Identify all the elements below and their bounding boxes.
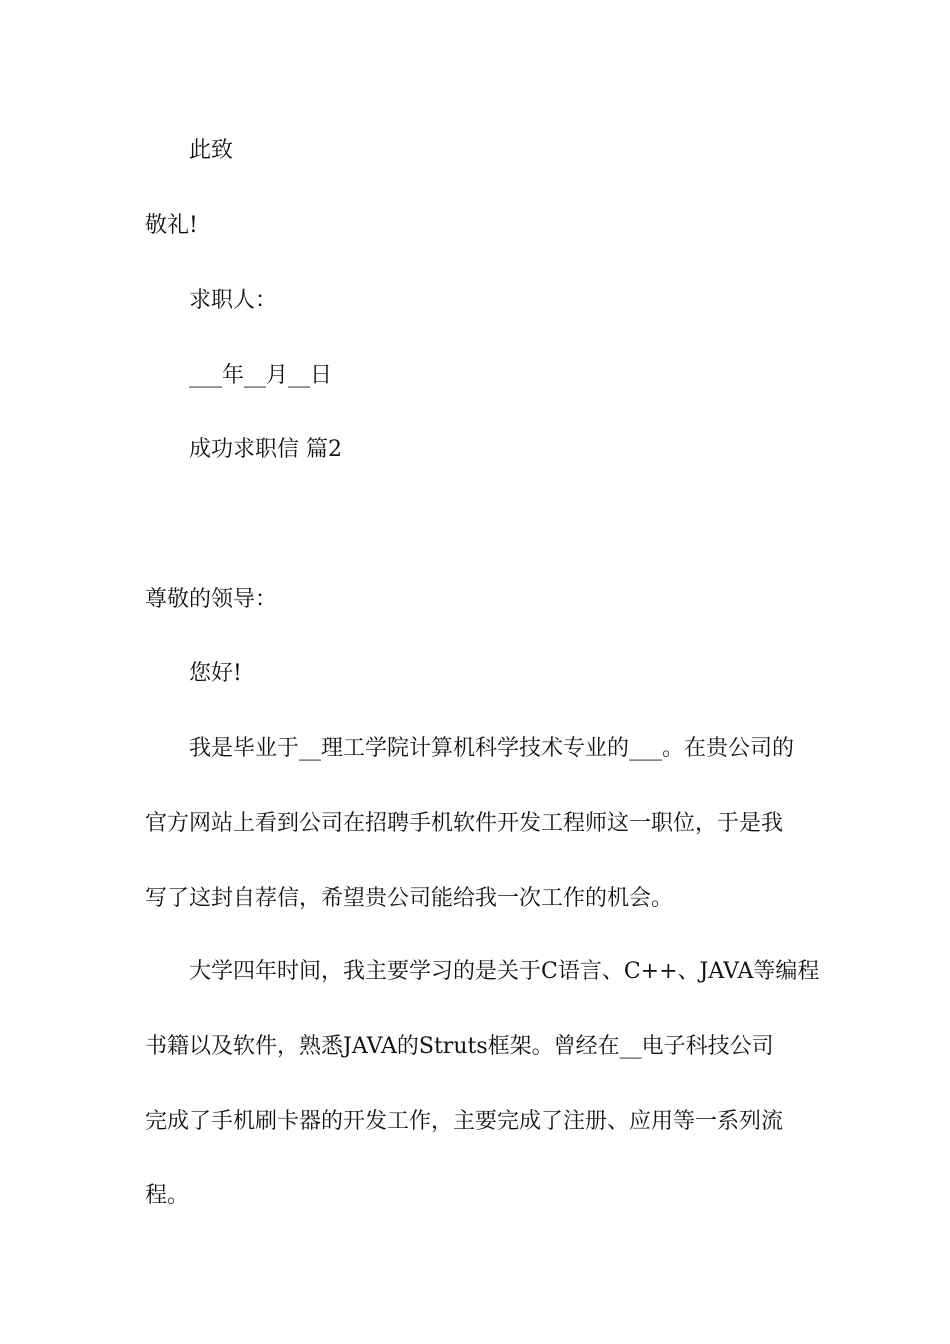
paragraph-2-line-3: 完成了手机刷卡器的开发工作，主要完成了注册、应用等一系列流 — [145, 1109, 784, 1134]
paragraph-2-line-1: 大学四年时间，我主要学习的是关于C语言、C++、JAVA等编程 — [189, 959, 820, 984]
letter-hello: 您好! — [189, 661, 242, 686]
applicant-label: 求职人： — [189, 288, 278, 313]
paragraph-1-line-1: 我是毕业于__理工学院计算机科学技术专业的___。在贵公司的 — [189, 736, 795, 761]
section-title: 成功求职信 篇2 — [189, 437, 342, 462]
date-line: ___年__月__日 — [189, 363, 333, 388]
closing-salutation: 此致 — [189, 138, 234, 163]
paragraph-1-line-3: 写了这封自荐信，希望贵公司能给我一次工作的机会。 — [145, 886, 674, 911]
paragraph-2-line-4: 程。 — [145, 1183, 190, 1208]
paragraph-1-line-2: 官方网站上看到公司在招聘手机软件开发工程师这一职位，于是我 — [145, 811, 784, 836]
paragraph-2-line-2: 书籍以及软件，熟悉JAVA的Struts框架。曾经在__电子科技公司 — [145, 1034, 774, 1059]
letter-greeting: 尊敬的领导： — [145, 587, 278, 612]
closing-regards: 敬礼! — [145, 213, 198, 238]
